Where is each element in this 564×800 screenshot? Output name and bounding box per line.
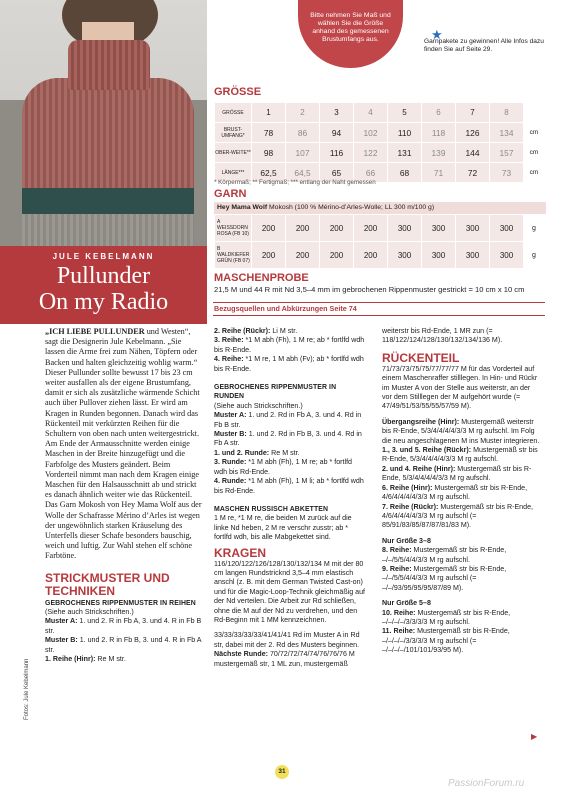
size-cell: 65 bbox=[320, 163, 353, 182]
col3-p9: 8. Reihe: Mustergemäß str bis R-Ende, –/–/5/5/4/4/3/3 M rg aufschl. bbox=[382, 546, 507, 564]
size-unit: cm bbox=[524, 143, 544, 162]
photo-credit: Fotos: Jule Kebelmann bbox=[24, 658, 30, 720]
product-photo bbox=[0, 0, 207, 262]
size-cell: 68 bbox=[388, 163, 421, 182]
size-unit: cm bbox=[524, 123, 544, 142]
col1-p3: Muster B: 1. und 2. R in Fb B, 3. und 4. R in Fb A str. bbox=[45, 636, 202, 654]
col2-p13: Nächste Runde: 70/72/72/74/74/76/76/76 M mustergemäß str, 1 ML zun, mustergemäß bbox=[214, 650, 355, 668]
col3-p8: Nur Größe 3–8 bbox=[382, 536, 431, 545]
size-cell: 102 bbox=[354, 123, 387, 142]
size-cell: 8 bbox=[490, 103, 523, 122]
yarn-heading: GARN bbox=[214, 188, 247, 200]
col1-p2: Muster A: 1. und 2. R in Fb A, 3. und 4. R in Fb B str. bbox=[45, 617, 202, 635]
size-cell: 126 bbox=[456, 123, 489, 142]
size-row-label: OBER-WEITE** bbox=[215, 143, 251, 162]
size-cell: 118 bbox=[422, 123, 455, 142]
size-cell: 122 bbox=[354, 143, 387, 162]
yarn-cell: 200 bbox=[286, 215, 319, 241]
size-cell: 2 bbox=[286, 103, 319, 122]
col3-p13: 11. Reihe: Mustergemäß str bis R-Ende, –/–/–/–/3/3/3/3 M rg aufschl (= –/–/–/–/101/101/93/95 M). bbox=[382, 627, 510, 655]
rib-rows-subheading: GEBROCHENES RIPPENMUSTER IN REIHEN bbox=[45, 599, 196, 607]
size-cell: 144 bbox=[456, 143, 489, 162]
col3-p4: 1., 3. und 5. Reihe (Rückr): Mustergemäß str bis R-Ende, 5/3/4/4/4/4/3/3 M rg aufschl. bbox=[382, 446, 538, 464]
size-cell: 78 bbox=[252, 123, 285, 142]
size-cell: 5 bbox=[388, 103, 421, 122]
yarn-cell: 200 bbox=[252, 242, 285, 268]
size-cell: 71 bbox=[422, 163, 455, 182]
star-icon: ★ bbox=[431, 27, 443, 42]
size-cell: 86 bbox=[286, 123, 319, 142]
col2-p1: 2. Reihe (Rückr): Li M str. bbox=[214, 327, 298, 335]
col2-p12: 33/33/33/33/33/41/41/41 Rd im Muster A in Rd str, dabei mit der 2. Rd des Musters beginnen. bbox=[214, 631, 360, 649]
yarn-unit: g bbox=[524, 242, 544, 268]
yarn-brand: Hey Mama Wolf bbox=[217, 204, 268, 211]
yarn-description bbox=[214, 202, 546, 214]
yarn-cell: 200 bbox=[252, 215, 285, 241]
size-cell: 98 bbox=[252, 143, 285, 162]
gauge-heading: MASCHENPROBE bbox=[214, 272, 309, 284]
col2-p2: 3. Reihe: *1 M abh (Fh), 1 M re; ab * fortlfd wdh bis R-Ende. bbox=[214, 336, 365, 354]
pattern-title-line2: On my Radio bbox=[38, 289, 169, 315]
measure-badge: Bitte nehmen Sie Maß und wählen Sie die Größe anhand des gemessenen Brustumfangs aus. bbox=[298, 0, 403, 68]
yarn-cell: 300 bbox=[490, 242, 523, 268]
continue-arrow-icon: ▶ bbox=[531, 732, 538, 741]
size-cell: 157 bbox=[490, 143, 523, 162]
size-row bbox=[215, 103, 544, 122]
size-cell: 107 bbox=[286, 143, 319, 162]
col2-p8: 3. Runde: *1 M abh (Fh), 1 M re; ab * fortlfd wdh bis Rd-Ende. bbox=[214, 458, 352, 476]
col3-p6: 6. Reihe (Hinr): Mustergemäß str bis R-Ende, 4/6/4/4/4/4/3/3 M rg aufschl. bbox=[382, 483, 528, 502]
intro-bold: „ICH LIEBE PULLUNDER bbox=[45, 327, 145, 336]
intro-text: und Westen“, sagt die Designerin Jule Kebelmann. „Sie lassen die Arme frei zum Nähen, Töpfern oder Backen und halten gleichzeitig wohlig warm.“ Dieser Pullunder sollte bewusst 17 bis 23 cm weiter ausfallen als der eigene Brustumfang, damit er sich als zusätzliche wärmende Schicht auch über Pullover ziehen lässt. Er wird am Kragen in Runden begonnen. Danach wird das Rückenteil mit verkürzten Reihen für die Schultern von oben nach unten weitergestrickt. Am Ende der Armausschnitte werden einige Maschen in der Breite hinzugefügt und die Farbfolge des Musters geändert. Beim Vorderteil nimmt man nach dem Kragen einige Maschen für den Halsausschnitt ab und strickt es danach ähnlich weiter wie das Rückenteil. Das Garn Mokosh von Hey Mama Wolf aus der Wolle der Schafrasse Mérino d’Arles ist wegen der ungewöhnlich starken Kräuselung des Unterfells dieser Schafe besonders bauschig, weich und luftig. Zur Wahl stehen elf schöne Farbtöne. bbox=[45, 327, 202, 561]
yarn-cell: 200 bbox=[286, 242, 319, 268]
yarn-cell: 300 bbox=[422, 215, 455, 241]
col2-p5: Muster A: 1. und 2. Rd in Fb A, 3. und 4. Rd in Fb B str. bbox=[214, 411, 362, 429]
col3-p10: 9. Reihe: Mustergemäß str bis R-Ende, –/–/5/5/4/4/3/3 M rg aufschl (= –/–/93/95/95/95/87/89 M). bbox=[382, 564, 507, 592]
size-cell: 131 bbox=[388, 143, 421, 162]
yarn-cell: 200 bbox=[354, 242, 387, 268]
back-heading: RÜCKENTEIL bbox=[382, 350, 460, 365]
size-row-label: BRUST-UMFANG* bbox=[215, 123, 251, 142]
pattern-title-line1: Pullunder bbox=[56, 263, 151, 289]
size-row bbox=[215, 123, 544, 142]
gauge-text: 21,5 M und 44 R mit Nd 3,5–4 mm im gebrochenen Rippenmuster gestrickt = 10 cm x 10 cm bbox=[214, 285, 525, 294]
yarn-row bbox=[215, 215, 544, 241]
col3-p2: 71/73/73/75/75/77/77/77 M für das Vorderteil auf einem Maschenraffer stilllegen. In Hin- und Rückr im Muster A von der Stelle aus weiterstr, an der vor dem Stilllegen der M aufgehört wurde (= 47/49/51/53/55/55/57/59 M). bbox=[382, 364, 538, 411]
yarn-cell: 300 bbox=[456, 242, 489, 268]
size-cell: 6 bbox=[422, 103, 455, 122]
size-unit bbox=[524, 103, 544, 122]
col2-p3: 4. Reihe: *1 M re, 1 M abh (Fv); ab * fortlfd wdh bis R-Ende. bbox=[214, 355, 364, 373]
size-table bbox=[214, 102, 545, 183]
col2-p6: Muster B: 1. und 2. Rd in Fb B, 3. und 4. Rd in Fb A str. bbox=[214, 430, 362, 448]
col1-p1: (Siehe auch Strickschriften.) bbox=[45, 608, 134, 617]
intro-paragraph bbox=[45, 327, 203, 562]
yarn-unit: g bbox=[524, 215, 544, 241]
yarn-table bbox=[214, 214, 545, 269]
yarn-row-label: A WEISSDORN ROSA (FB 10) bbox=[215, 215, 251, 241]
col2-p4: (Siehe auch Strickschriften.) bbox=[214, 401, 303, 410]
col3-p12: 10. Reihe: Mustergemäß str bis R-Ende, –/–/–/–/3/3/3/3 M rg aufschl. bbox=[382, 608, 511, 626]
col3-p11: Nur Größe 5–8 bbox=[382, 599, 431, 608]
column-1 bbox=[45, 327, 203, 665]
col2-p10: 1 M re, *1 M re, die beiden M zurück auf die linke Nd heben, 2 M re verschr zusstr; ab * fortlfd wdh, bis alle Mabgekettet sind. bbox=[214, 514, 352, 542]
size-cell: 116 bbox=[320, 143, 353, 162]
size-cell: 110 bbox=[388, 123, 421, 142]
yarn-cell: 200 bbox=[320, 242, 353, 268]
col2-p9: 4. Runde: *1 M abh (Fh), 1 M li; ab * fortlfd wdh bis Rd-Ende. bbox=[214, 477, 364, 495]
yarn-desc-text: Mokosh (100 % Mérino-d’Arles-Wolle; LL 300 m/100 g) bbox=[267, 204, 435, 211]
column-2 bbox=[214, 327, 366, 669]
col3-p5: 2. und 4. Reihe (Hinr): Mustergemäß str bis R-Ende, 5/3/4/4/4/4/3/3 M rg aufschl. bbox=[382, 464, 532, 483]
size-cell: 4 bbox=[354, 103, 387, 122]
size-cell: 1 bbox=[252, 103, 285, 122]
size-cell: 66 bbox=[354, 163, 387, 182]
size-row-label: GRÖSSE bbox=[215, 103, 251, 122]
yarn-cell: 200 bbox=[354, 215, 387, 241]
photo-sweater-top bbox=[22, 78, 194, 198]
watermark: PassionForum.ru bbox=[448, 778, 525, 789]
photo-collar bbox=[68, 40, 150, 90]
sources-line: Bezugsquellen und Abkürzungen Seite 74 bbox=[214, 304, 357, 313]
col3-p3: Übergangsreihe (Hinr): Mustergemäß weiterstr bis R-Ende, 5/3/4/4/4/4/3/3 M rg aufschl. Im Folg die neu angeschlagenen M ins Muster integrieren. bbox=[382, 417, 540, 445]
column-3 bbox=[382, 327, 542, 656]
yarn-cell: 200 bbox=[320, 215, 353, 241]
photo-sweater-band bbox=[22, 188, 194, 214]
rib-rounds-subheading: GEBROCHENES RIPPENMUSTER IN RUNDEN bbox=[214, 384, 337, 401]
giveaway-note: Garnpakete zu gewinnen! Alle Infos dazu finden Sie auf Seite 29. bbox=[424, 38, 544, 53]
divider-bottom bbox=[213, 315, 545, 316]
collar-heading: KRAGEN bbox=[214, 545, 267, 560]
techniques-heading: STRICKMUSTER UND TECHNIKEN bbox=[45, 570, 170, 598]
size-cell: 7 bbox=[456, 103, 489, 122]
yarn-cell: 300 bbox=[422, 242, 455, 268]
size-cell: 73 bbox=[490, 163, 523, 182]
col3-p7: 7. Reihe (Rückr): Mustergemäß str bis R-Ende, 4/6/4/4/4/4/3/3 M rg aufschl (= 85/91/83/85/87/87/81/83 M). bbox=[382, 502, 533, 530]
col2-p7: 1. und 2. Runde: Re M str. bbox=[214, 448, 300, 457]
yarn-row-label: B WALDKIEFER GRÜN (FB 07) bbox=[215, 242, 251, 268]
bind-off-subheading: MASCHEN RUSSISCH ABKETTEN bbox=[214, 505, 329, 513]
col3-p1: weiterstr bis Rd-Ende, 1 MR zun (= 118/122/124/128/130/132/134/136 M). bbox=[382, 327, 503, 345]
designer-name: JULE KEBELMANN bbox=[52, 252, 155, 261]
size-row bbox=[215, 143, 544, 162]
size-cell: 72 bbox=[456, 163, 489, 182]
size-cell: 134 bbox=[490, 123, 523, 142]
size-cell: 3 bbox=[320, 103, 353, 122]
col1-p4: 1. Reihe (Hinr): Re M str. bbox=[45, 655, 126, 664]
size-cell: 62,5 bbox=[252, 163, 285, 182]
size-row-label: LÄNGE*** bbox=[215, 163, 251, 182]
size-heading: GRÖSSE bbox=[214, 86, 262, 98]
size-cell: 64,5 bbox=[286, 163, 319, 182]
yarn-cell: 300 bbox=[456, 215, 489, 241]
size-unit: cm bbox=[524, 163, 544, 182]
size-cell: 94 bbox=[320, 123, 353, 142]
yarn-row bbox=[215, 242, 544, 268]
size-cell: 139 bbox=[422, 143, 455, 162]
yarn-cell: 300 bbox=[490, 215, 523, 241]
yarn-cell: 300 bbox=[388, 215, 421, 241]
title-block bbox=[0, 246, 207, 324]
yarn-cell: 300 bbox=[388, 242, 421, 268]
col2-p11: 116/120/122/126/128/130/132/134 M mit der 80 cm langen Rundstricknd 3,5–4 mm elastisch anschl (z. B. mit dem German Twisted Cast-on) und für die Magic-Loop-Technik gleichmäßig auf der Nd verteilen. Die Arbeit zur Rd schließen, ohne die M auf der Nd zu verdrehen, und den Rd-Beginn mit 1 MM kennzeichnen. bbox=[214, 559, 366, 624]
page-number: 31 bbox=[275, 765, 289, 779]
divider-top bbox=[213, 302, 545, 303]
size-footnote: * Körpermaß; ** Fertigmaß; *** entlang der Naht gemessen bbox=[214, 179, 376, 186]
